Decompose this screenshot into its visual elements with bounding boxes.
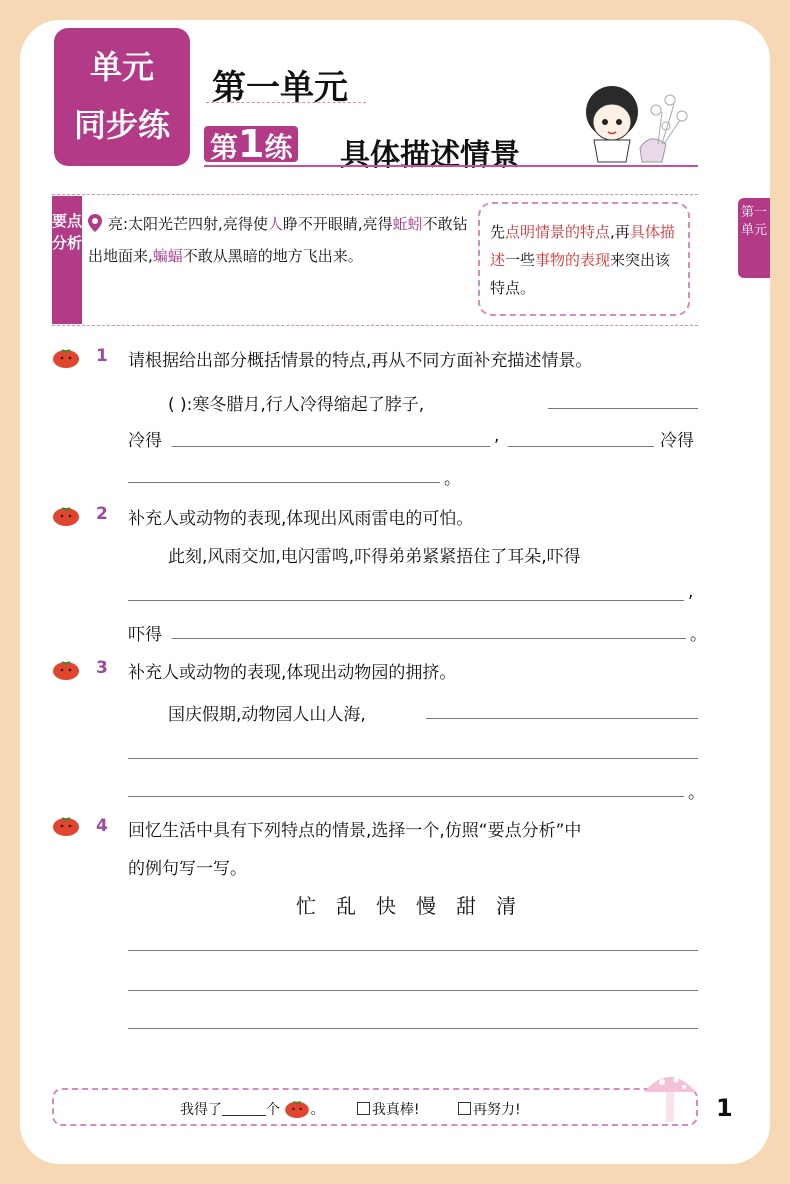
tip-highlight-2: 具体描述 (490, 223, 675, 269)
trait-char: 乱 (336, 894, 358, 918)
tip-text-3: 一些 (505, 251, 536, 269)
tomato-icon (52, 658, 80, 680)
lesson-prefix: 第 (210, 131, 239, 164)
trait-char: 甜 (456, 894, 478, 918)
tip-highlight-3: 事物的表现 (535, 251, 611, 269)
question-1-line-1: ( ):寒冬腊月,行人冷得缩起了脖子, (168, 395, 425, 415)
tomato-icon (52, 814, 80, 836)
tip-text-1: 先 (490, 223, 506, 241)
answer-line[interactable] (128, 990, 698, 991)
tip-text-4: 来突出该特点。 (490, 251, 671, 297)
mushroom-icon (640, 1068, 700, 1124)
score-row (180, 1098, 521, 1119)
tomato-icon (52, 504, 80, 526)
answer-line[interactable] (128, 758, 698, 759)
question-2-comma: , (688, 582, 694, 602)
score-period: 。 (310, 1102, 325, 1118)
question-3-number: 3 (96, 658, 108, 678)
question-1-prompt: 请根据给出部分概括情景的特点,再从不同方面补充描述情景。 (128, 351, 593, 371)
question-2-line-1: 此刻,风雨交加,电闪雷鸣,吓得弟弟紧紧捂住了耳朵,吓得 (168, 547, 581, 567)
question-1-cold-1: 冷得 (128, 431, 162, 451)
great-label: 我真棒! (371, 1102, 420, 1118)
key-points-tip (478, 202, 690, 316)
badge-line-1: 单元 (89, 48, 154, 86)
trait-char: 清 (496, 894, 518, 918)
answer-line[interactable] (128, 482, 440, 483)
answer-line[interactable] (128, 950, 698, 951)
trait-char: 慢 (416, 894, 438, 918)
question-2-scared: 吓得 (128, 625, 162, 645)
question-1-cold-2: 冷得 (660, 431, 694, 451)
example-highlight-earthworm: 蚯蚓 (392, 215, 423, 233)
girl-illustration-icon (570, 82, 696, 164)
trait-char: 快 (376, 894, 398, 918)
try-harder-checkbox[interactable] (458, 1102, 471, 1115)
tomato-icon (284, 1098, 310, 1118)
key-points-example (88, 208, 470, 272)
question-3-line-1: 国庆假期,动物园人山人海, (168, 705, 366, 725)
answer-line[interactable] (128, 1028, 698, 1029)
unit-practice-badge (54, 28, 190, 166)
question-2-prompt: 补充人或动物的表现,体现出风雨雷电的可怕。 (128, 509, 474, 529)
great-checkbox[interactable] (357, 1102, 370, 1115)
score-unit-label: 个 (266, 1102, 280, 1118)
score-count-blank[interactable] (222, 1115, 266, 1116)
location-pin-icon (88, 214, 102, 232)
example-highlight-person: 人 (267, 215, 283, 233)
score-got-label: 我得了 (180, 1102, 222, 1118)
answer-line[interactable] (426, 718, 698, 719)
page-number: 1 (716, 1094, 733, 1122)
question-4-number: 4 (96, 816, 108, 836)
question-1-end: 。 (444, 469, 461, 489)
answer-line[interactable] (172, 446, 490, 447)
lesson-suffix: 练 (264, 131, 293, 164)
tip-text-2: ,再 (610, 223, 630, 241)
question-3-prompt: 补充人或动物的表现,体现出动物园的拥挤。 (128, 663, 457, 683)
answer-line[interactable] (128, 796, 684, 797)
tomato-icon (52, 346, 80, 368)
example-highlight-bat: 蝙蝠 (152, 247, 183, 265)
trait-char: 忙 (296, 894, 318, 918)
question-1-comma: , (494, 426, 500, 446)
question-2-number: 2 (96, 504, 108, 524)
answer-line[interactable] (508, 446, 654, 447)
lesson-number: 1 (238, 122, 265, 166)
title-divider (206, 102, 366, 103)
example-text-1: 亮:太阳光芒四射,亮得使 (108, 215, 268, 233)
badge-line-2: 同步练 (73, 106, 170, 144)
question-4-prompt-2: 的例句写一写。 (128, 859, 247, 879)
example-text-4: 不敢从黑暗的地方飞出来。 (182, 247, 363, 265)
question-1-number: 1 (96, 346, 108, 366)
page-sheet (20, 20, 770, 1164)
answer-line[interactable] (128, 600, 684, 601)
key-points-label: 要点分析 (52, 196, 82, 324)
lesson-title: 具体描述情景 (340, 138, 520, 173)
trait-characters (296, 890, 536, 919)
try-harder-label: 再努力! (472, 1102, 521, 1118)
example-text-2: 睁不开眼睛,亮得 (282, 215, 393, 233)
example-text-3: 不敢钻出地面来, (88, 215, 468, 265)
answer-line[interactable] (548, 408, 698, 409)
question-2-end: 。 (690, 625, 707, 645)
question-4-prompt-1: 回忆生活中具有下列特点的情景,选择一个,仿照“要点分析”中 (128, 821, 582, 841)
unit-side-tab: 第一单元 (738, 198, 770, 278)
lesson-tag (204, 122, 298, 166)
header-divider (204, 165, 698, 167)
tip-highlight-1: 点明情景的特点 (505, 223, 611, 241)
question-3-end: 。 (688, 783, 705, 803)
unit-title: 第一单元 (212, 68, 348, 108)
answer-line[interactable] (172, 638, 686, 639)
